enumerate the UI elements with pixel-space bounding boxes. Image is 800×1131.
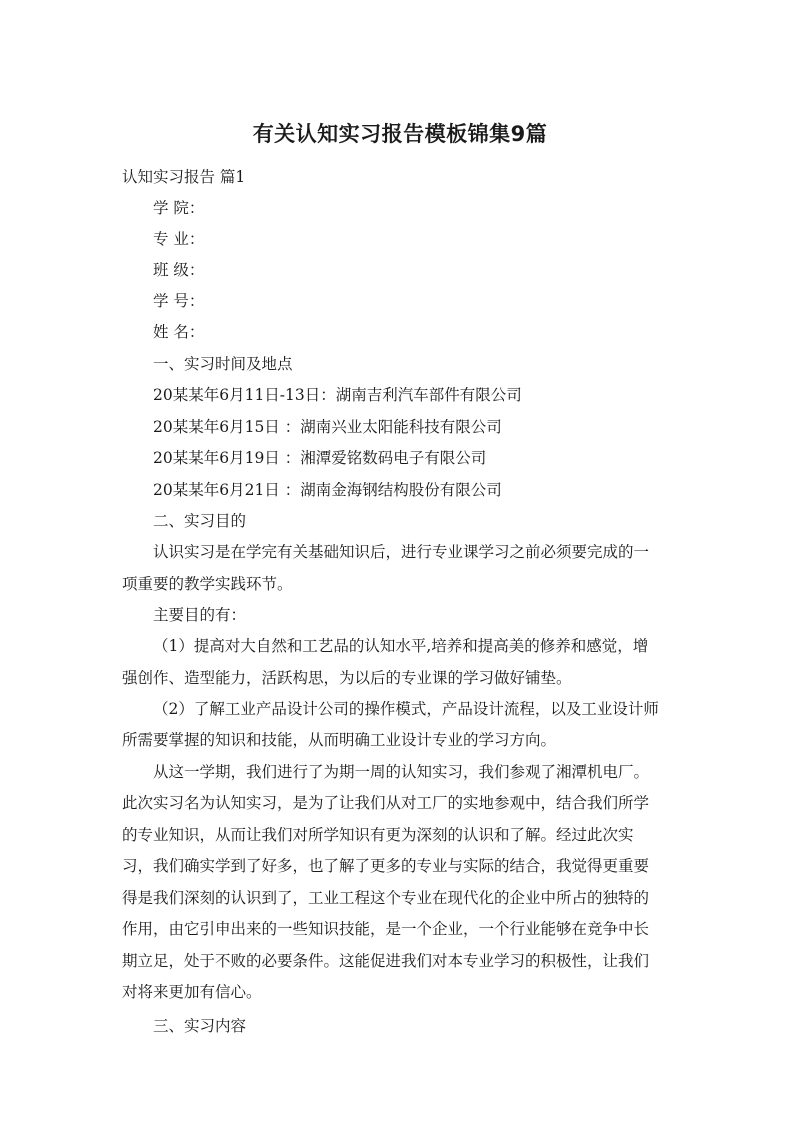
schedule-item: 20某某年6月19日 ：湘潭爱铭数码电子有限公司 [153, 449, 487, 467]
paragraph-line: 所需要掌握的知识和技能，从而明确工业设计专业的学习方向。 [122, 731, 557, 749]
form-field-label: 班 级： [153, 261, 205, 279]
paragraph-line: 习，我们确实学到了好多，也了解了更多的专业与实际的结合，我觉得更重要 [122, 857, 650, 875]
section-heading: 二、实习目的 [153, 512, 247, 530]
paragraph-line: 作用，由它引申出来的一些知识技能，是一个企业，一个行业能够在竞争中长 [122, 920, 650, 938]
paragraph-line: 项重要的教学实践环节。 [122, 575, 293, 593]
section-heading: 一、实习时间及地点 [153, 355, 293, 373]
schedule-item: 20某某年6月21日 ：湖南金海钢结构股份有限公司 [153, 481, 502, 499]
paragraph-line: 认识实习是在学完有关基础知识后，进行专业课学习之前必须要完成的一 [153, 543, 650, 561]
paragraph-line: 的专业知识，从而让我们对所学知识有更为深刻的认识和了解。经过此次实 [122, 826, 634, 844]
form-field-label: 学 院： [153, 199, 205, 217]
paragraph-line: （1）提高对大自然和工艺品的认知水平,培养和提高美的修养和感觉，增 [153, 637, 649, 655]
paragraph-line: （2）了解工业产品设计公司的操作模式，产品设计流程，以及工业设计师 [153, 700, 659, 718]
section-heading: 三、实习内容 [153, 1017, 247, 1035]
paragraph-line: 从这一学期，我们进行了为期一周的认知实习，我们参观了湘潭机电厂。 [153, 763, 650, 781]
schedule-item: 20某某年6月11日-13日：湖南吉利汽车部件有限公司 [153, 386, 522, 404]
paragraph-line: 强创作、造型能力，活跃构思，为以后的专业课的学习做好铺垫。 [122, 669, 572, 687]
paragraph-line: 期立足，处于不败的必要条件。这能促进我们对本专业学习的积极性，让我们 [122, 952, 650, 970]
paragraph-line: 得是我们深刻的认识到了，工业工程这个专业在现代化的企业中所占的独特的 [122, 889, 650, 907]
form-field-label: 专 业： [153, 230, 205, 248]
document-title: 有关认知实习报告模板锦集9篇 [252, 122, 548, 146]
schedule-item: 20某某年6月15日 ：湖南兴业太阳能科技有限公司 [153, 418, 502, 436]
paragraph-line: 此次实习名为认知实习，是为了让我们从对工厂的实地参观中，结合我们所学 [122, 794, 650, 812]
section-heading: 认知实习报告 篇1 [122, 168, 246, 186]
form-field-label: 学 号： [153, 292, 205, 310]
paragraph-line: 对将来更加有信心。 [122, 983, 262, 1001]
form-field-label: 姓 名： [153, 323, 205, 341]
paragraph-line: 主要目的有： [153, 606, 247, 624]
